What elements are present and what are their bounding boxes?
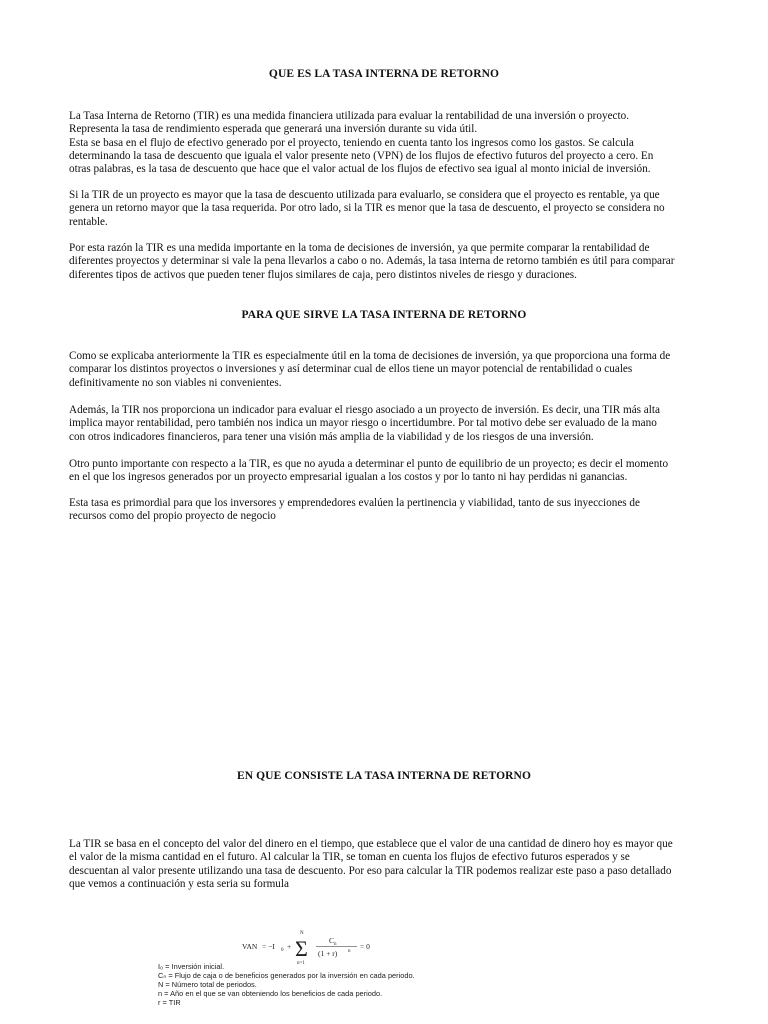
text-line: genera un retorno mayor que la tasa requerida. Por otro lado, si la TIR es menor que la tasa de descuento, el proyecto se considera no [69, 202, 665, 215]
text-line: rentable. [69, 215, 108, 228]
text-line: en el que los ingresos generados por un proyecto empresarial igualan a los costos y por lo tanto ni hay perdidas ni ganancias. [69, 471, 628, 484]
text-line: con otros indicadores financieros, para tener una visión más amplia de la viabilidad y de los riesgos de una inversión. [69, 430, 594, 443]
text-line: diferentes proyectos y determinar si vale la pena llevarlos a cabo o no. Además, la tasa interna de retorno también es útil para comparar [69, 255, 675, 268]
text-line: Esta se basa en el flujo de efectivo generado por el proyecto, teniendo en cuenta tanto los ingresos como los gastos. Se calcula [69, 136, 634, 149]
formula-sum-bottom: n=1 [297, 961, 305, 966]
formula-van: VAN [242, 942, 258, 951]
text-line: definitivamente no son viables ni convenientes. [69, 376, 282, 389]
van-formula [240, 926, 480, 966]
section1-paragraph-2 [69, 189, 703, 229]
text-line: Esta tasa es primordial para que los inversores y emprendedores evalúen la pertinencia y viabilidad, tanto de sus inyecciones de [69, 497, 640, 509]
text-line: Representa la tasa de rendimiento esperada que generará una inversión durante su vida útil. [69, 123, 478, 136]
text-line: Además, la TIR nos proporciona un indicador para evaluar el riesgo asociado a un proyecto de inversión. Es decir, una TIR más alta [69, 404, 660, 416]
legend-line: r = TIR [158, 997, 181, 1007]
text-line: La Tasa Interna de Retorno (TIR) es una medida financiera utilizada para evaluar la rentabilidad de una inversión o proyecto. [69, 110, 630, 122]
formula-eq-minus: = −I [262, 942, 275, 951]
sum-symbol: Σ [295, 936, 308, 961]
formula-plus: + [287, 942, 292, 951]
text-line: Otro punto importante con respecto a la TIR, es que no ayuda a determinar el punto de equilibrio de un proyecto; es decir el momento [69, 458, 669, 470]
section-heading-en-que-consiste: EN QUE CONSISTE LA TASA INTERNA DE RETORNO [236, 770, 532, 782]
section2-paragraph-2 [69, 404, 703, 444]
text-line: diferentes tipos de activos que pueden tener flujos similares de caja, pero distintos niveles de riesgo y duraciones. [69, 268, 577, 281]
legend-line: N = Número total de periodos. [158, 979, 257, 989]
section1-paragraph-1 [69, 110, 703, 176]
text-line: Si la TIR de un proyecto es mayor que la tasa de descuento utilizada para evaluarlo, se considera que el proyecto es rentable, ya que [69, 189, 660, 201]
section-heading-que-es: QUE ES LA TASA INTERNA DE RETORNO [268, 68, 500, 80]
text-line: Por esta razón la TIR es una medida importante en la toma de decisiones de inversión, ya que permite comparar la rentabilidad de [69, 242, 650, 254]
text-line: el valor de la misma cantidad en el futuro. Al calcular la TIR, se toman en cuenta los flujos de efectivo futuros esperados y se [69, 851, 630, 864]
section-heading-para-que-sirve: PARA QUE SIRVE LA TASA INTERNA DE RETORNO [241, 309, 527, 321]
formula-sum-top: N [300, 931, 304, 936]
formula-numerator: C [329, 936, 335, 945]
formula-denominator-sup: n [348, 949, 351, 954]
text-line: otras palabras, es la tasa de descuento que hace que el valor actual de los flujos de efectivo sea igual al monto inicial de inversión. [69, 163, 651, 176]
formula-legend [158, 963, 415, 1008]
text-line: determinando la tasa de descuento que iguala el valor presente neto (VPN) de los flujos de efectivo futuros del proyecto a cero. En [69, 149, 654, 162]
formula-equals-zero: = 0 [360, 942, 370, 951]
legend-line: n = Año en el que se van obteniendo los beneficios de cada periodo. [158, 988, 383, 998]
legend-line: I₀ = Inversión inicial. [158, 962, 225, 971]
text-line: La TIR se basa en el concepto del valor del dinero en el tiempo, que establece que el valor de una cantidad de dinero hoy es mayor que [69, 838, 673, 850]
section3-paragraph-1 [69, 838, 703, 891]
text-line: que vemos a continuación y esta seria su formula [69, 877, 289, 890]
formula-image [150, 926, 550, 1024]
formula-sub-zero: 0 [281, 948, 284, 953]
formula-numerator-sub: n [334, 942, 337, 947]
section1-paragraph-3 [69, 242, 703, 282]
text-line: comparar los distintos proyectos o inversiones y así determinar cual de ellos tiene un mayor potencial de rentabilidad o cuales [69, 363, 633, 376]
section2-paragraph-1 [69, 350, 703, 390]
text-line: implica mayor rentabilidad, pero también nos indica un mayor riesgo o incertidumbre. Por tal motivo debe ser evaluado de la mano [69, 417, 657, 430]
formula-denominator: (1 + r) [318, 949, 338, 958]
section2-paragraph-3 [69, 458, 703, 485]
text-line: descuentan al valor presente utilizando una tasa de descuento. Por eso para calcular la TIR podemos realizar este paso a paso detallado [69, 864, 672, 877]
text-line: Como se explicaba anteriormente la TIR es especialmente útil en la toma de decisiones de inversión, ya que proporciona una forma de [69, 350, 671, 362]
text-line: recursos como del propio proyecto de negocio [69, 510, 276, 523]
legend-line: Cₙ = Flujo de caja o de beneficios generados por la inversión en cada periodo. [158, 970, 415, 980]
section2-paragraph-4 [69, 497, 703, 524]
